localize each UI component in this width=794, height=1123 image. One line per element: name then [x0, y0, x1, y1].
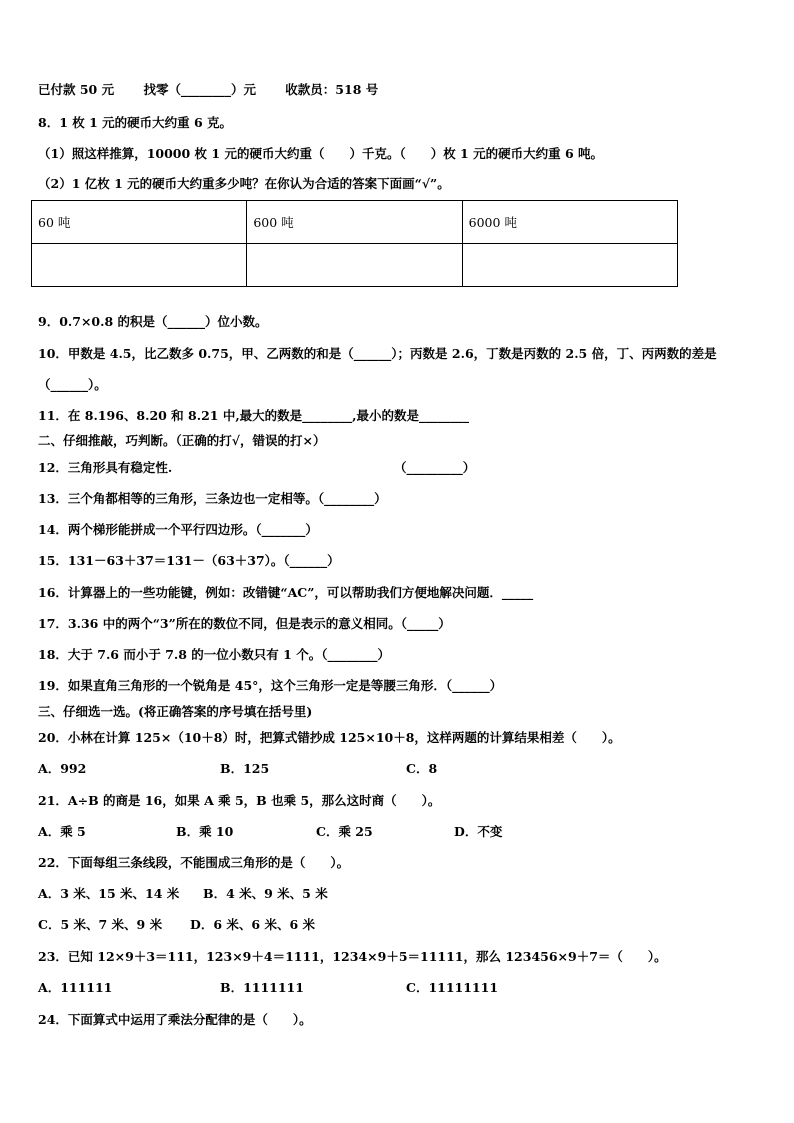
payment-line: 已付款 50 元 找零（________）元 收款员：518 号	[38, 82, 379, 97]
question-20-options	[38, 761, 437, 777]
question-22-options-cd	[38, 917, 315, 933]
question-17: 17．3.36 中的两个“3”所在的数位不同，但是表示的意义相同。（_____）	[38, 616, 451, 631]
table-row	[32, 201, 678, 244]
question-8-part-2: （2）1 亿枚 1 元的硬币大约重多少吨？在你认为合适的答案下面画“√”。	[38, 176, 450, 191]
question-16: 16．计算器上的一些功能键，例如：改错键“AC”，可以帮助我们方便地解决问题．_____	[38, 585, 534, 600]
question-23: 23．已知 12×9＋3＝111，123×9＋4＝1111，1234×9＋5＝11111，那么 123456×9＋7＝（ ）。	[38, 949, 667, 964]
option-a[interactable]: A．992	[38, 761, 87, 776]
question-19: 19．如果直角三角形的一个锐角是 45°，这个三角形一定是等腰三角形．（______）	[38, 678, 503, 693]
option-b[interactable]: B．125	[220, 761, 270, 776]
question-11: 11．在 8.196、8.20 和 8.21 中,最大的数是________,最小的数是________	[38, 408, 470, 423]
table-header-600: 600 吨	[247, 201, 462, 244]
table-header-60: 60 吨	[32, 201, 247, 244]
question-20: 20．小林在计算 125×（10＋8）时，把算式错抄成 125×10＋8，这样两题的计算结果相差（ ）。	[38, 730, 621, 745]
table-cell-answer[interactable]	[32, 244, 247, 287]
table-cell-answer[interactable]	[247, 244, 462, 287]
question-8: 8．1 枚 1 元的硬币大约重 6 克。	[38, 115, 233, 130]
question-9: 9．0.7×0.8 的积是（______）位小数。	[38, 314, 268, 329]
option-d[interactable]: D．6 米、6 米、6 米	[190, 917, 315, 932]
option-b[interactable]: B．4 米、9 米、5 米	[203, 886, 328, 901]
option-a[interactable]: A．乘 5	[38, 824, 86, 839]
option-d[interactable]: D．不变	[454, 824, 503, 839]
question-24: 24．下面算式中运用了乘法分配律的是（ ）。	[38, 1012, 312, 1027]
section-2-heading: 二、仔细推敲，巧判断。（正确的打√，错误的打×）	[38, 433, 326, 448]
question-21-options	[38, 824, 502, 840]
option-a[interactable]: A．111111	[38, 980, 113, 995]
question-10: 10．甲数是 4.5，比乙数多 0.75，甲、乙两数的和是（______）；丙数是 2.6，丁数是丙数的 2.5 倍，丁、丙两数的差是	[38, 346, 717, 361]
table-header-6000: 6000 吨	[462, 201, 677, 244]
question-22-options-ab	[38, 886, 328, 902]
option-b[interactable]: B．乘 10	[176, 824, 234, 839]
option-c[interactable]: C．8	[406, 761, 438, 776]
option-a[interactable]: A．3 米、15 米、14 米	[38, 886, 180, 901]
question-13: 13．三个角都相等的三角形，三条边也一定相等。（________）	[38, 491, 387, 506]
question-22: 22．下面每组三条线段，不能围成三角形的是（ ）。	[38, 855, 350, 870]
table-row	[32, 244, 678, 287]
option-c[interactable]: C．乘 25	[316, 824, 373, 839]
question-21: 21．A÷B 的商是 16，如果 A 乘 5，B 也乘 5，那么这时商（ ）。	[38, 793, 441, 808]
option-c[interactable]: C．5 米、7 米、9 米	[38, 917, 163, 932]
question-18: 18．大于 7.6 而小于 7.8 的一位小数只有 1 个。（________）	[38, 647, 390, 662]
option-c[interactable]: C．11111111	[406, 980, 499, 995]
question-14: 14．两个梯形能拼成一个平行四边形。（_______）	[38, 522, 318, 537]
question-15: 15．131－63＋37＝131－（63＋37）。（______）	[38, 553, 340, 568]
section-3-heading: 三、仔细选一选。(将正确答案的序号填在括号里)	[38, 704, 313, 719]
option-b[interactable]: B．1111111	[220, 980, 304, 995]
question-12-blank: （_________）	[394, 460, 476, 475]
question-23-options	[38, 980, 498, 996]
question-12: 12．三角形具有稳定性.	[38, 460, 173, 475]
question-10-cont: （______）。	[38, 377, 107, 392]
question-8-part-1: （1）照这样推算，10000 枚 1 元的硬币大约重（ ）千克。（ ）枚 1 元的硬币大约重 6 吨。	[38, 146, 603, 161]
table-cell-answer[interactable]	[462, 244, 677, 287]
answer-table	[31, 200, 678, 287]
